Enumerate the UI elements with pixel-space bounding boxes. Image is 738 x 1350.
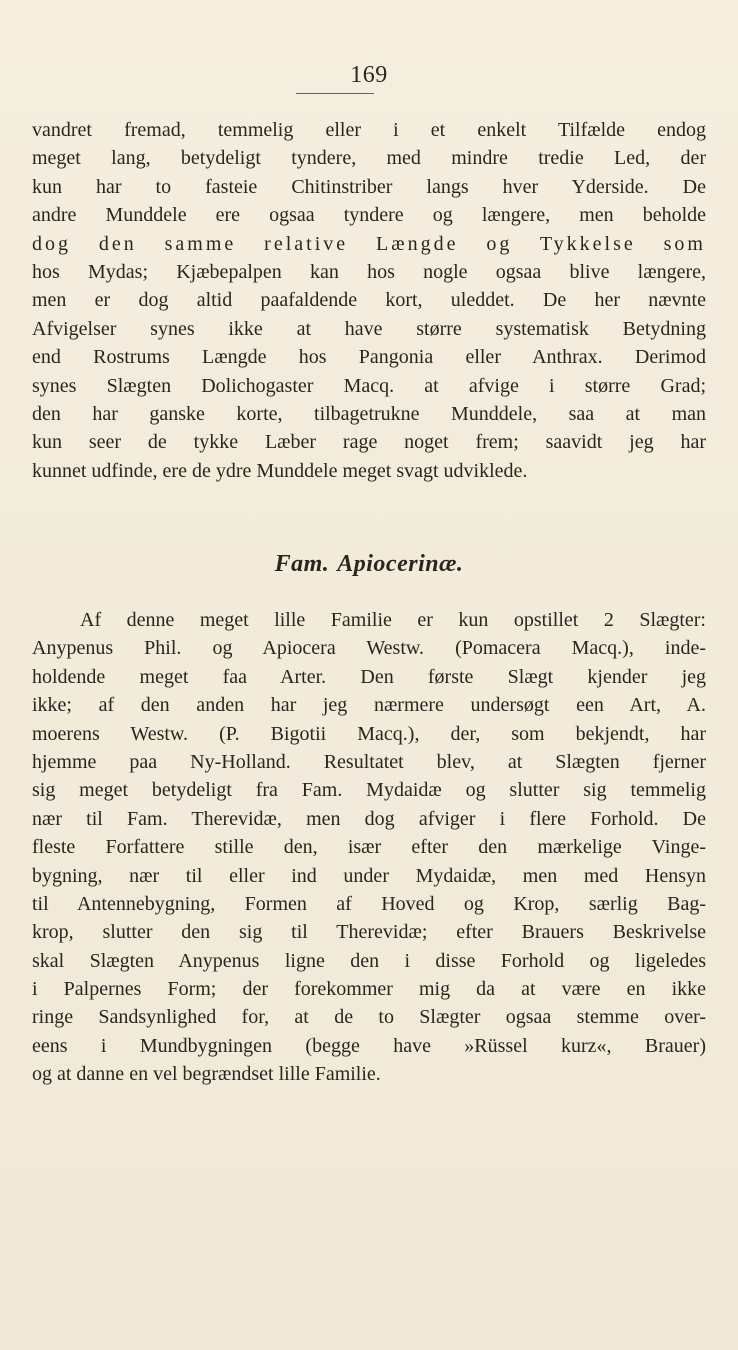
- heading-family-name: Apiocerinæ.: [337, 551, 464, 577]
- text-line: den har ganske korte, tilbagetrukne Munddele, saa at man: [32, 402, 706, 425]
- text-line: i Palpernes Form; der forekommer mig da at være en ikke: [32, 978, 706, 1001]
- text-line: end Rostrums Længde hos Pangonia eller Anthrax. Derimod: [32, 346, 706, 369]
- text-line: synes Slægten Dolichogaster Macq. at afvige i større Grad;: [32, 374, 706, 397]
- text-line: bygning, nær til eller ind under Mydaidæ, men med Hensyn: [32, 864, 706, 887]
- text-line: kunnet udfinde, ere de ydre Munddele meget svagt udviklede.: [32, 459, 528, 482]
- text-line: kun seer de tykke Læber rage noget frem; saavidt jeg har: [32, 431, 706, 454]
- text-line: til Antennebygning, Formen af Hoved og Krop, særlig Bag-: [32, 892, 706, 915]
- text-line-spaced: dog den samme relative Længde og Tykkelse som: [32, 232, 706, 255]
- text-line: meget lang, betydeligt tyndere, med mindre tredie Led, der: [32, 147, 706, 170]
- text-line: andre Munddele ere ogsaa tyndere og længere, men beholde: [32, 204, 706, 227]
- text-line: nær til Fam. Therevidæ, men dog afviger i flere Forhold. De: [32, 807, 706, 830]
- text-line: hos Mydas; Kjæbepalpen kan hos nogle ogsaa blive længere,: [32, 260, 706, 283]
- text-line: Afvigelser synes ikke at have større systematisk Betydning: [32, 317, 706, 340]
- text-line: krop, slutter den sig til Therevidæ; efter Brauers Beskrivelse: [32, 921, 706, 944]
- heading-prefix: Fam.: [274, 551, 330, 577]
- text-line: vandret fremad, temmelig eller i et enkelt Tilfælde endog: [32, 119, 706, 141]
- text-line: fleste Forfattere stille den, især efter den mærkelige Vinge-: [32, 836, 706, 859]
- text-line: moerens Westw. (P. Bigotii Macq.), der, som bekjendt, har: [32, 722, 706, 745]
- text-line: sig meget betydeligt fra Fam. Mydaidæ og slutter sig temmelig: [32, 779, 706, 802]
- page-number-underline: [296, 93, 374, 94]
- section-heading: [0, 551, 738, 578]
- text-line: ringe Sandsynlighed for, at de to Slægter ogsaa stemme over-: [32, 1006, 706, 1029]
- page-number: 169: [350, 62, 388, 88]
- text-line: Anypenus Phil. og Apiocera Westw. (Pomacera Macq.), inde-: [32, 637, 706, 660]
- text-line: Af denne meget lille Familie er kun opstillet 2 Slægter:: [80, 609, 706, 631]
- text-line: hjemme paa Ny-Holland. Resultatet blev, at Slægten fjerner: [32, 750, 706, 773]
- text-line: men er dog altid paafaldende kort, uleddet. De her nævnte: [32, 289, 706, 312]
- paragraph-continuation: [32, 116, 706, 485]
- text-line: eens i Mundbygningen (begge have »Rüssel kurz«, Brauer): [32, 1034, 706, 1057]
- text-line: holdende meget faa Arter. Den første Slægt kjender jeg: [32, 665, 706, 688]
- text-line: kun har to fasteie Chitinstriber langs hver Yderside. De: [32, 175, 706, 198]
- text-line: ikke; af den anden har jeg nærmere undersøgt een Art, A.: [32, 694, 706, 717]
- text-line: og at danne en vel begrændset lille Familie.: [32, 1063, 381, 1086]
- paragraph-apiocerinae: [32, 606, 706, 1089]
- text-line: skal Slægten Anypenus ligne den i disse Forhold og ligeledes: [32, 949, 706, 972]
